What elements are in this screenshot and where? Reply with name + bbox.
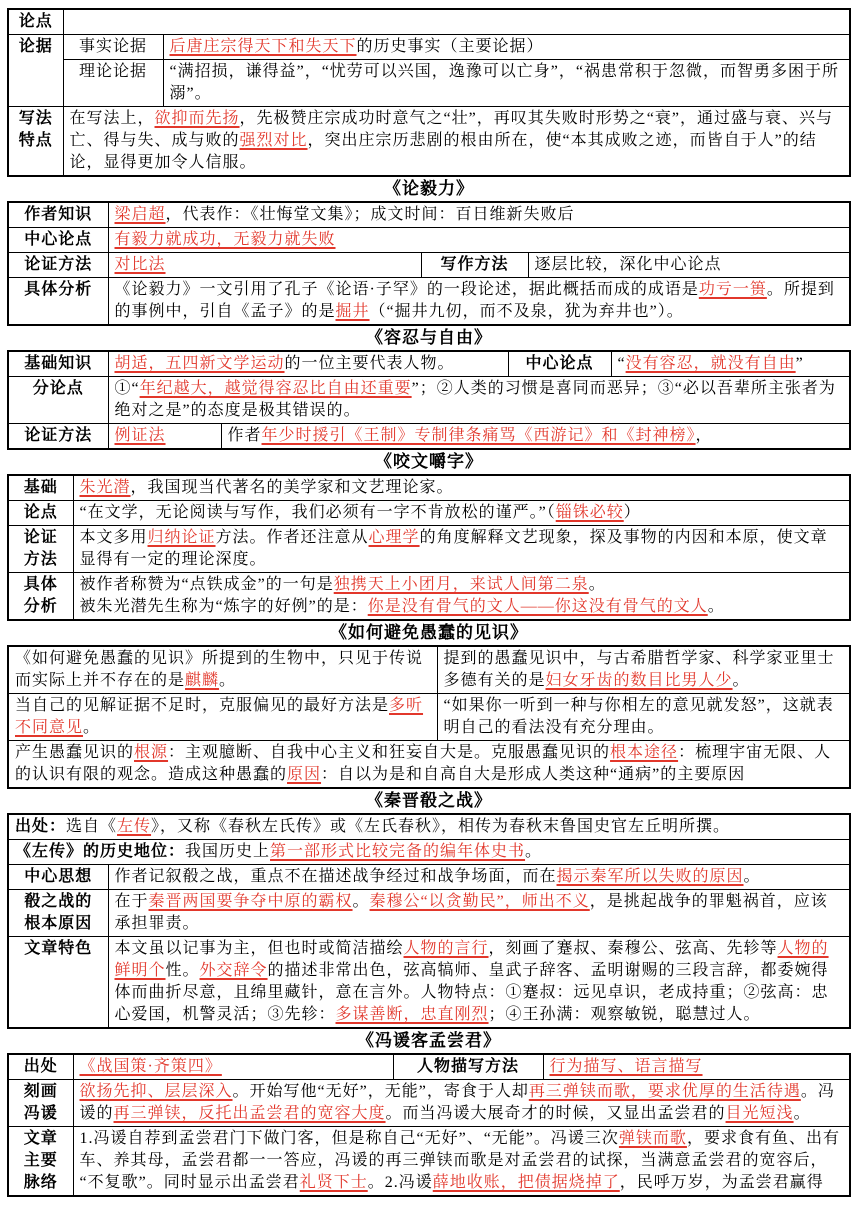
text-run: 的描述非常出色，弦高犒师、皇武子辞客、孟明谢赐的三段言辞，都委婉得体而曲折尽意，且绵里藏针，意在言外。人物特点：①蹇叔：远见卓识，老成持重；②弦高：忠心爱国，机警灵活；③先轸： bbox=[114, 962, 829, 1023]
highlight-red: 秦穆公“以贪勤民”，师出不义 bbox=[369, 893, 590, 910]
text-run: ，要求食有鱼、出有车、养其母，孟尝君都一一答应，冯谖的再三弹铗而歌是对孟尝君的试探，当满意孟尝君的宽容后，“不复歌”。同时显示出孟尝君 bbox=[79, 1130, 840, 1191]
cell-content bbox=[108, 424, 221, 450]
row-label bbox=[8, 890, 108, 937]
row-label bbox=[8, 424, 108, 450]
table-row bbox=[8, 573, 850, 621]
row-label bbox=[8, 278, 108, 326]
text-run: 被朱光潜先生称为“炼字的好例”的是： bbox=[79, 598, 368, 615]
text-run: 文章 bbox=[23, 1130, 58, 1147]
highlight-red: 独携天上小团月，来试人间第二泉 bbox=[333, 576, 589, 593]
text-run: 。所提到的事例中，引自《孟子》的是 bbox=[114, 281, 835, 320]
text-run: 。 bbox=[793, 1105, 811, 1122]
text-run: ” bbox=[795, 355, 804, 372]
text-run: 理论论据 bbox=[78, 63, 147, 80]
text-run: ， bbox=[695, 427, 713, 444]
cell-content bbox=[437, 646, 850, 694]
highlight-red: 例证法 bbox=[114, 427, 166, 444]
text-run: 。 bbox=[219, 672, 237, 689]
table-row bbox=[8, 646, 850, 694]
row-label bbox=[8, 107, 63, 177]
row-label bbox=[8, 1080, 73, 1127]
table-row bbox=[8, 890, 850, 937]
text-run: 。 bbox=[525, 843, 543, 860]
text-run: 。 bbox=[83, 719, 101, 736]
highlight-red: 《战国策·齐策四》 bbox=[79, 1058, 222, 1075]
cell-content bbox=[108, 228, 850, 253]
table-row bbox=[8, 937, 850, 1029]
highlight-red: 梁启超 bbox=[114, 206, 166, 223]
cell-content bbox=[108, 377, 850, 424]
cell-content bbox=[108, 890, 850, 937]
cell-content bbox=[543, 1054, 850, 1080]
text-run: 我国历史上 bbox=[185, 843, 271, 860]
text-run: 写法 bbox=[18, 110, 53, 127]
highlight-red: 多谋善断，忠直刚烈 bbox=[335, 1006, 489, 1023]
cell-content bbox=[8, 741, 850, 789]
table-row bbox=[8, 865, 850, 890]
highlight-red: 根本途径 bbox=[610, 744, 679, 761]
text-run: “在文学，无论阅读与写作，我们必须有一字不肯放松的谨严。”（ bbox=[79, 504, 556, 521]
highlight-red: 礼贤下士 bbox=[299, 1174, 368, 1191]
highlight-red: 人物的鲜明个 bbox=[114, 940, 829, 979]
cell-content bbox=[8, 814, 850, 840]
highlight-red: 外交辞令 bbox=[199, 962, 268, 979]
text-run: ：自以为是和自高自大是形成人类这种“通病”的主要原因 bbox=[321, 766, 746, 783]
table-row bbox=[8, 35, 850, 60]
table-ruhe-bimian-yuchun bbox=[7, 645, 851, 789]
highlight-red: 再三弹铗而歌，要求优厚的生活待遇 bbox=[528, 1083, 801, 1100]
text-run: 方法。作者还注意从 bbox=[215, 529, 369, 546]
text-run: 。 bbox=[732, 672, 750, 689]
row-label bbox=[8, 475, 73, 501]
table-row bbox=[8, 501, 850, 526]
highlight-red: 多听不同意见 bbox=[15, 697, 424, 736]
highlight-red: 朱光潜 bbox=[79, 479, 131, 496]
highlight-red: 强烈对比 bbox=[239, 132, 308, 149]
text-run: ，民呼万岁，为孟尝君赢得 bbox=[619, 1174, 824, 1191]
text-run: 特点 bbox=[18, 132, 53, 149]
row-label bbox=[421, 253, 528, 278]
text-run: ：主观臆断、自我中心主义和狂妄自大是。克服愚蠢见识的 bbox=[168, 744, 611, 761]
text-run: 。 bbox=[588, 576, 606, 593]
text-run: 提到的愚蠢见识中，与古希腊哲学家、科学家亚里士多德有关的是 bbox=[443, 650, 835, 689]
text-run: 本文多用 bbox=[79, 529, 148, 546]
table-row bbox=[8, 278, 850, 326]
highlight-red: 根源 bbox=[134, 744, 169, 761]
text-run: 出处： bbox=[15, 818, 67, 835]
text-run: 分析 bbox=[23, 598, 58, 615]
highlight-red: 薛地收账，把债据烧掉了 bbox=[432, 1174, 620, 1191]
highlight-red: 归纳论证 bbox=[147, 529, 216, 546]
text-run: 脉络 bbox=[23, 1174, 58, 1191]
text-run: 逐层比较，深化中心论点 bbox=[534, 256, 722, 273]
table-row bbox=[8, 202, 850, 228]
cell-content bbox=[63, 9, 850, 35]
highlight-red: 人物的言行 bbox=[403, 940, 489, 957]
text-run: 中心思想 bbox=[24, 868, 93, 885]
text-run: 。2.冯谖 bbox=[367, 1174, 433, 1191]
text-run: 在写法上， bbox=[69, 110, 155, 127]
table-row bbox=[8, 351, 850, 377]
text-run: ，突出庄宗历悲剧的根由所在，使“本其成败之迹，而皆自于人”的结论，显得更加令人信服。 bbox=[69, 132, 817, 171]
table-row bbox=[8, 694, 850, 741]
text-run: 。 bbox=[743, 868, 761, 885]
table-row bbox=[8, 526, 850, 573]
highlight-red: 掘井 bbox=[335, 303, 370, 320]
row-label bbox=[8, 501, 73, 526]
highlight-red: 行为描写、语言描写 bbox=[549, 1058, 703, 1075]
row-label bbox=[8, 35, 63, 107]
text-run: 。 bbox=[707, 598, 725, 615]
highlight-red: 弹铗而歌 bbox=[618, 1130, 687, 1147]
highlight-red: 麒麟 bbox=[185, 672, 220, 689]
table-row bbox=[8, 840, 850, 865]
table-row bbox=[8, 814, 850, 840]
row-label bbox=[8, 377, 108, 424]
text-run: 产生愚蠢见识的 bbox=[15, 744, 135, 761]
highlight-red: 第一部形式比较完备的编年体史书 bbox=[270, 843, 526, 860]
text-run: 根本原因 bbox=[24, 915, 93, 932]
row-label bbox=[8, 253, 108, 278]
text-run: ，代表作：《壮悔堂文集》；成文时间：百日维新失败后 bbox=[165, 206, 575, 223]
table-qinjin-xiao-zhizhan bbox=[7, 813, 851, 1029]
section-title: 《秦晋殽之战》 bbox=[366, 791, 492, 810]
cell-content bbox=[8, 646, 437, 694]
highlight-red: 欲扬先抑、层层深入 bbox=[79, 1083, 233, 1100]
highlight-red: 心理学 bbox=[368, 529, 420, 546]
cell-content bbox=[73, 1054, 393, 1080]
text-run: 方法 bbox=[23, 551, 58, 568]
highlight-red: 年少时援引《王制》专制律条痛骂《西游记》和《封神榜》 bbox=[261, 427, 696, 444]
text-run: ，先极赞庄宗成功时意气之“壮”，再叹其失败时形势之“衰”，通过盛与衰、兴与亡、得与失、成与败的 bbox=[69, 110, 833, 149]
table-row bbox=[8, 107, 850, 177]
text-run: 冯谖 bbox=[23, 1105, 58, 1122]
table-row bbox=[8, 60, 850, 107]
text-run: 刻画 bbox=[23, 1083, 58, 1100]
highlight-red: 你是没有骨气的文人——你这没有骨气的文人 bbox=[367, 598, 708, 615]
row-label bbox=[8, 865, 108, 890]
highlight-red: 目光短浅 bbox=[725, 1105, 794, 1122]
text-run: 论据 bbox=[18, 38, 53, 55]
cell-content bbox=[108, 253, 421, 278]
highlight-red: 后唐庄宗得天下和失天下 bbox=[169, 38, 357, 55]
highlight-red: 妇女牙齿的数目比男人少 bbox=[545, 672, 733, 689]
text-run: 《如何避免愚蠢的见识》所提到的生物中，只见于传说而实际上并不存在的是 bbox=[15, 650, 424, 689]
text-run: 选自《 bbox=[66, 818, 118, 835]
row-label bbox=[8, 526, 73, 573]
text-run: 的角度解释文艺现象，探及事物的内因和本原，使文章显得有一定的理论深度。 bbox=[79, 529, 828, 568]
table-fengxuan-ke-mengchangjun bbox=[7, 1053, 851, 1197]
row-label bbox=[8, 228, 108, 253]
table-row bbox=[8, 741, 850, 789]
text-run: 殽之战的 bbox=[24, 893, 93, 910]
table-row bbox=[8, 1127, 850, 1197]
text-run: 具体 bbox=[23, 576, 58, 593]
text-run: ；④王孙满：观察敏锐，聪慧过人。 bbox=[488, 1006, 761, 1023]
highlight-red: 年纪越大，越觉得容忍比自由还重要 bbox=[139, 380, 412, 397]
row-label bbox=[8, 202, 108, 228]
text-run: “如果你一听到一种与你相左的意见就发怒”，这就表明自己的看法没有充分理由。 bbox=[443, 697, 834, 736]
text-run: 。开始写他“无好”，无能”，寄食于人却 bbox=[232, 1083, 529, 1100]
cell-content bbox=[108, 865, 850, 890]
row-label bbox=[8, 1054, 73, 1080]
cell-content bbox=[73, 1127, 850, 1197]
text-run: 。 bbox=[352, 893, 370, 910]
highlight-red: 没有容忍，就没有自由 bbox=[625, 355, 796, 372]
text-run: 出处 bbox=[23, 1058, 58, 1075]
cell-content bbox=[108, 937, 850, 1029]
text-run: 的历史事实（主要论据） bbox=[356, 38, 544, 55]
section-title: 《冯谖客孟尝君》 bbox=[357, 1031, 501, 1050]
highlight-red: 锱铢必较 bbox=[555, 504, 624, 521]
text-run: （“掘井九仞，而不及泉，犹为弃井也”）。 bbox=[369, 303, 684, 320]
cell-content bbox=[8, 840, 850, 865]
text-run: ） bbox=[623, 504, 641, 521]
cell-content bbox=[108, 202, 850, 228]
text-run: 作者知识 bbox=[24, 206, 93, 223]
row-label bbox=[63, 60, 163, 107]
text-run: 在于 bbox=[114, 893, 149, 910]
highlight-red: 功亏一篑 bbox=[698, 281, 767, 298]
text-run: 论证方法 bbox=[24, 427, 93, 444]
row-label bbox=[393, 1054, 543, 1080]
text-run: 论点 bbox=[23, 504, 58, 521]
table-row bbox=[8, 1054, 850, 1080]
highlight-red: 秦晋两国要争夺中原的霸权 bbox=[148, 893, 353, 910]
table-row bbox=[8, 377, 850, 424]
highlight-red: 胡适，五四新文学运动 bbox=[114, 355, 285, 372]
highlight-red: 揭示秦军所以失败的原因 bbox=[556, 868, 744, 885]
text-run: “满招损，谦得益”，“忧劳可以兴国，逸豫可以亡身”，“祸患常积于忽微，而智勇多困于所溺”。 bbox=[169, 63, 840, 102]
text-run: 》，又称《春秋左氏传》或《左氏春秋》，相传为春秋末鲁国史官左丘明所撰。 bbox=[151, 818, 731, 835]
text-run: ，刻画了蹇叔、秦穆公、弦高、先轸等 bbox=[488, 940, 778, 957]
table-row bbox=[8, 9, 850, 35]
table-row bbox=[8, 253, 850, 278]
text-run: 。冯谖的 bbox=[79, 1083, 835, 1122]
text-run: 论证方法 bbox=[24, 256, 93, 273]
text-run: 《论毅力》一文引用了孔子《论语·子罕》的一段论述，据此概括而成的成语是 bbox=[114, 281, 699, 298]
text-run: 具体分析 bbox=[24, 281, 93, 298]
cell-content bbox=[108, 351, 508, 377]
text-run: 写作方法 bbox=[440, 256, 509, 273]
text-run: ①“ bbox=[114, 380, 140, 397]
text-run: 《左传》的历史地位： bbox=[15, 843, 186, 860]
text-run: 。而当冯谖大展奇才的时候，又显出孟尝君的 bbox=[385, 1105, 726, 1122]
text-run: 论点 bbox=[18, 13, 53, 30]
text-run: 作者 bbox=[227, 427, 262, 444]
section-title: 《论毅力》 bbox=[384, 179, 474, 198]
cell-content bbox=[73, 475, 850, 501]
cell-content bbox=[73, 573, 850, 621]
text-run: 中心论点 bbox=[24, 231, 93, 248]
row-label bbox=[63, 35, 163, 60]
text-run: 1.冯谖自荐到孟尝君门下做门客，但是称自己“无好”、“无能”。冯谖三次 bbox=[79, 1130, 619, 1147]
cell-content bbox=[73, 1080, 850, 1127]
cell-content bbox=[528, 253, 850, 278]
row-label bbox=[8, 1127, 73, 1197]
section-title: 《咬文嚼字》 bbox=[375, 452, 483, 471]
cell-content bbox=[221, 424, 850, 450]
table-jiudai-shilun bbox=[7, 8, 851, 177]
cell-content bbox=[163, 60, 850, 107]
row-label bbox=[508, 351, 611, 377]
text-run: 当自己的见解证据不足时，克服偏见的最好方法是 bbox=[15, 697, 390, 714]
row-label bbox=[8, 573, 73, 621]
text-run: 性。 bbox=[165, 962, 200, 979]
section-title: 《容忍与自由》 bbox=[366, 328, 492, 347]
text-run: 主要 bbox=[23, 1152, 58, 1169]
text-run: 中心论点 bbox=[525, 355, 594, 372]
text-run: ”；②人类的习惯是喜同而恶异；③“必以吾辈所主张者为绝对之是”的态度是极其错误的。 bbox=[114, 380, 836, 419]
text-run: “ bbox=[617, 355, 626, 372]
table-yaowen-jiaozi bbox=[7, 474, 851, 621]
text-run: 作者记叙殽之战，重点不在描述战争经过和战争场面，而在 bbox=[114, 868, 557, 885]
cell-content bbox=[611, 351, 850, 377]
table-lunyili bbox=[7, 201, 851, 326]
row-label bbox=[8, 351, 108, 377]
table-rongren-yu-ziyou bbox=[7, 350, 851, 450]
text-run: 基础 bbox=[23, 479, 58, 496]
highlight-red: 欲抑而先扬 bbox=[154, 110, 240, 127]
table-row bbox=[8, 424, 850, 450]
highlight-red: 有毅力就成功，无毅力就失败 bbox=[114, 231, 336, 248]
cell-content bbox=[437, 694, 850, 741]
cell-content bbox=[163, 35, 850, 60]
table-row bbox=[8, 1080, 850, 1127]
highlight-red: 对比法 bbox=[114, 256, 166, 273]
row-label bbox=[8, 937, 108, 1029]
text-run: 分论点 bbox=[32, 380, 84, 397]
text-run: 本文虽以记事为主，但也时或简洁描绘 bbox=[114, 940, 404, 957]
cell-content bbox=[73, 501, 850, 526]
section-title: 《如何避免愚蠢的见识》 bbox=[330, 623, 528, 642]
text-run: 事实论据 bbox=[78, 38, 147, 55]
text-run: 基础知识 bbox=[24, 355, 93, 372]
table-row bbox=[8, 475, 850, 501]
text-run: ，是挑起战争的罪魁祸首，应该承担罪责。 bbox=[114, 893, 828, 932]
text-run: 论证 bbox=[23, 529, 58, 546]
text-run: ，我国现当代著名的美学家和文艺理论家。 bbox=[130, 479, 454, 496]
text-run: 被作者称赞为“点铁成金”的一句是 bbox=[79, 576, 334, 593]
table-row bbox=[8, 228, 850, 253]
text-run: 文章特色 bbox=[24, 940, 93, 957]
cell-content bbox=[8, 694, 437, 741]
cell-content bbox=[108, 278, 850, 326]
highlight-red: 再三弹铗，反托出孟尝君的宽容大度 bbox=[113, 1105, 386, 1122]
highlight-red: 左传 bbox=[117, 818, 152, 835]
cell-content bbox=[63, 107, 850, 177]
row-label bbox=[8, 9, 63, 35]
text-run: ：梳理宇宙无限、人的认识有限的观念。造成这种愚蠢的 bbox=[15, 744, 832, 783]
cell-content bbox=[73, 526, 850, 573]
text-run: 的一位主要代表人物。 bbox=[284, 355, 455, 372]
text-run: 人物描写方法 bbox=[416, 1058, 519, 1075]
highlight-red: 原因 bbox=[287, 766, 322, 783]
